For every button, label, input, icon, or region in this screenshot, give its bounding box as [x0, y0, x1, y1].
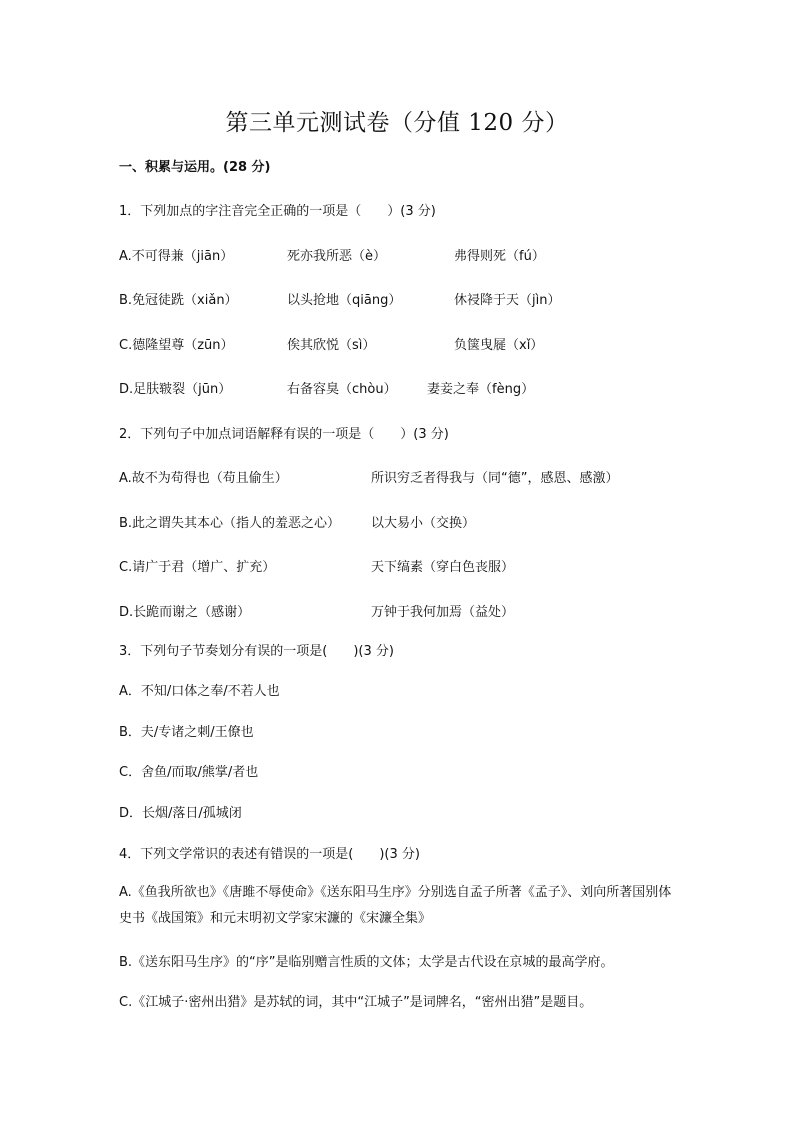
q2-c-1: C.请广于君（增广、扩充） [119, 560, 276, 575]
q1-b-1: B.免冠徒跣（xiǎn） [119, 293, 238, 308]
question-4-option-a: A.《鱼我所欲也》《唐雎不辱使命》《送东阳马生序》分别选自孟子所著《孟子》、刘向所著国别体史书《战国策》和元末明初文学家宋濂的《宋濂全集》 [119, 885, 672, 926]
q2-a-1: A.故不为苟得也（苟且偷生） [119, 471, 288, 486]
page-title: 第三单元测试卷（分值 120 分） [225, 110, 569, 136]
question-4-option-b: B.《送东阳马生序》的“序”是临别赠言性质的文体；太学是古代设在京城的最高学府。 [119, 955, 614, 970]
q1-d-2: 右备容臭（chòu） [287, 382, 397, 397]
q1-c-3: 负箧曳屣（xǐ） [454, 338, 544, 353]
q1-b-3: 休祲降于天（jìn） [454, 293, 561, 308]
question-3-stem: 3．下列句子节奏划分有误的一项是( )(3 分) [119, 644, 394, 659]
q2-d-2: 万钟于我何加焉（益处） [371, 605, 515, 620]
q1-b-2: 以头抢地（qiāng） [287, 293, 402, 308]
q1-d-1: D.足肤皲裂（jūn） [119, 382, 232, 397]
q2-a-2: 所识穷乏者得我与（同“德”，感恩、感激） [371, 471, 619, 486]
question-4-option-c: C.《江城子·密州出猎》是苏轼的词，其中“江城子”是词牌名，“密州出猎”是题目。 [119, 995, 593, 1010]
q1-c-2: 俟其欣悦（sì） [287, 338, 376, 353]
question-2-stem: 2．下列句子中加点词语解释有误的一项是（ ）(3 分) [119, 427, 449, 442]
question-3-option-d: D．长烟/落日/孤城闭 [119, 806, 242, 821]
q2-b-1: B.此之谓失其本心（指人的羞恶之心） [119, 516, 341, 531]
q1-c-1: C.德隆望尊（zūn） [119, 338, 234, 353]
q1-a-2: 死亦我所恶（è） [287, 249, 386, 264]
question-4-stem: 4．下列文学常识的表述有错误的一项是( )(3 分) [119, 847, 420, 862]
q1-d-3: 妻妾之奉（fèng） [427, 382, 535, 397]
q1-a-3: 弗得则死（fú） [454, 249, 545, 264]
section-heading: 一、积累与运用。(28 分) [119, 160, 271, 175]
q1-a-1: A.不可得兼（jiān） [119, 249, 234, 264]
question-3-option-b: B．夫/专诸之刺/王僚也 [119, 725, 254, 740]
question-3-option-a: A．不知/口体之奉/不若人也 [119, 684, 280, 699]
q2-b-2: 以大易小（交换） [371, 516, 476, 531]
question-1-stem: 1．下列加点的字注音完全正确的一项是（ ）(3 分) [119, 204, 436, 219]
q2-c-2: 天下缟素（穿白色丧服） [371, 560, 515, 575]
q2-d-1: D.长跪而谢之（感谢） [119, 605, 251, 620]
question-3-option-c: C．舍鱼/而取/熊掌/者也 [119, 765, 259, 780]
